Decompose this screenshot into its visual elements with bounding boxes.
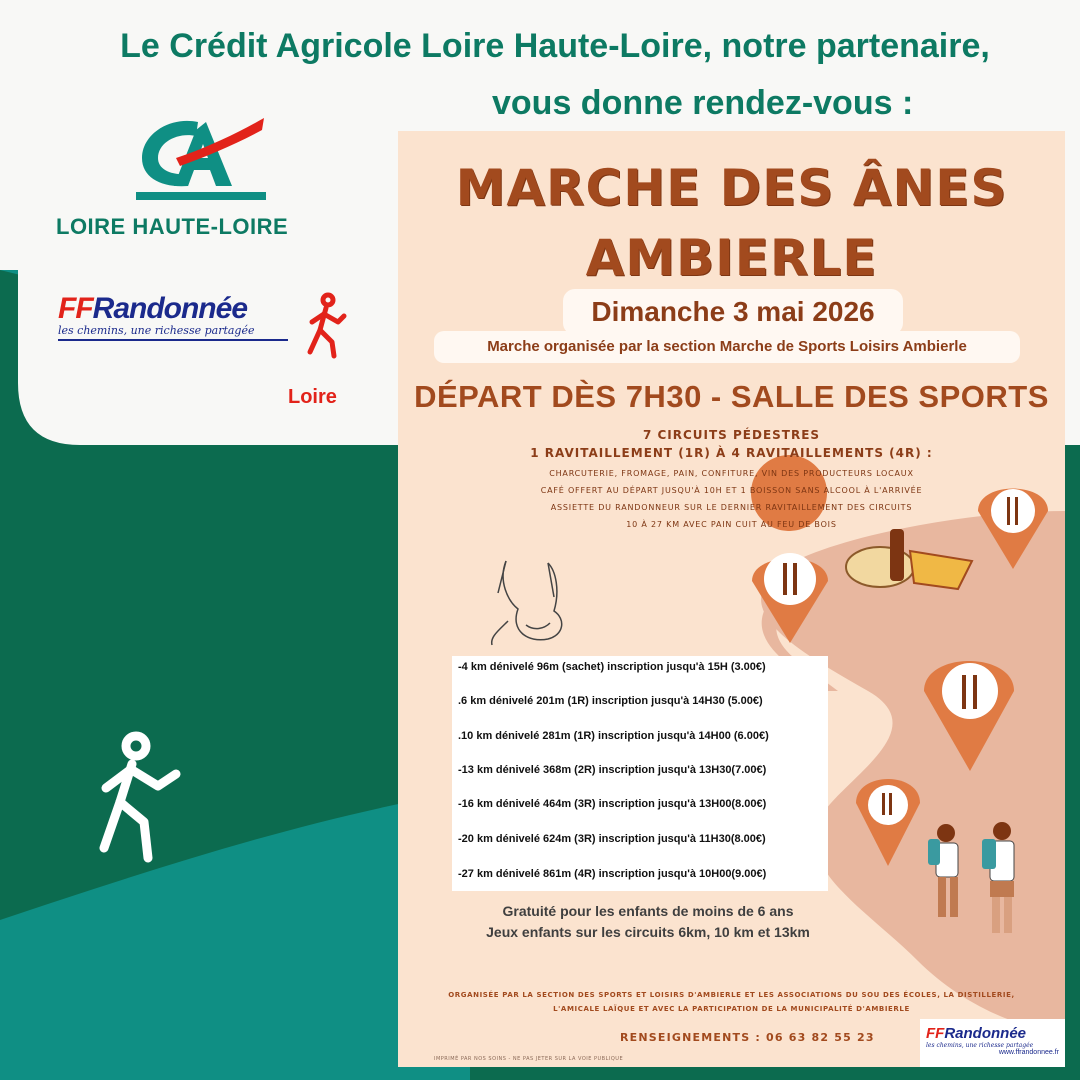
poster-departure: DÉPART DÈS 7H30 - SALLE DES SPORTS	[414, 379, 1049, 414]
poster-detail: 10 À 27 KM AVEC PAIN CUIT AU FEU DE BOIS	[626, 520, 837, 529]
poster-free-children: Gratuité pour les enfants de moins de 6 ans	[502, 903, 794, 919]
poster-organizer: Marche organisée par la section Marche de Sports Loisirs Ambierle	[434, 331, 1020, 363]
poster-ffr-logo	[920, 1019, 1065, 1067]
walker-icon	[92, 730, 192, 870]
event-poster	[398, 131, 1065, 1067]
headline-line2: vous donne rendez-vous :	[492, 84, 914, 122]
poster-contact: RENSEIGNEMENTS : 06 63 82 55 23	[620, 1031, 875, 1044]
poster-title-line2: AMBIERLE	[585, 229, 878, 287]
poster-ravitaillements: 1 RAVITAILLEMENT (1R) À 4 RAVITAILLEMENTS (4R) :	[530, 446, 933, 460]
headline-line1: Le Crédit Agricole Loire Haute-Loire, notre partenaire,	[120, 27, 990, 65]
ca-logo-text: LOIRE HAUTE-LOIRE	[56, 214, 289, 239]
list-item: -13 km dénivelé 368m (2R) inscription jusqu'à 13H30(7.00€)	[458, 764, 767, 776]
list-item: .6 km dénivelé 201m (1R) inscription jusqu'à 14H30 (5.00€)	[458, 695, 763, 707]
poster-ffr-tagline: les chemins, une richesse partagée	[926, 1042, 1034, 1049]
ca-logo	[56, 112, 346, 240]
poster-print-note: IMPRIMÉ PAR NOS SOINS - NE PAS JETER SUR LA VOIE PUBLIQUE	[434, 1056, 624, 1062]
list-item: -20 km dénivelé 624m (3R) inscription jusqu'à 11H30(8.00€)	[458, 833, 766, 845]
ffr-logo	[58, 292, 358, 408]
poster-detail: CAFÉ OFFERT AU DÉPART JUSQU'À 10H ET 1 BOISSON SANS ALCOOL À L'ARRIVÉE	[540, 486, 923, 495]
routes-list	[452, 656, 828, 891]
ffr-wordmark: FFRandonnée	[58, 292, 248, 325]
hiker-icon	[304, 292, 348, 360]
list-item: -27 km dénivelé 861m (4R) inscription jusqu'à 10H00(9.00€)	[458, 868, 767, 880]
poster-detail: ASSIETTE DU RANDONNEUR SUR LE DERNIER RAVITAILLEMENT DES CIRCUITS	[550, 503, 913, 512]
poster-detail: CHARCUTERIE, FROMAGE, PAIN, CONFITURE, VIN DES PRODUCTEURS LOCAUX	[549, 469, 914, 478]
poster-footer-line1: ORGANISÉE PAR LA SECTION DES SPORTS ET LOISIRS D'AMBIERLE ET LES ASSOCIATIONS DU SOU DES ÉCOLES, LA DISTILLERIE,	[448, 991, 1015, 999]
list-item: -4 km dénivelé 96m (sachet) inscription jusqu'à 15H (3.00€)	[458, 661, 766, 673]
ffr-region: Loire	[288, 386, 337, 408]
poster-circuits: 7 CIRCUITS PÉDESTRES	[642, 428, 821, 442]
poster-title-line1: MARCHE DES ÂNES	[455, 159, 1008, 217]
ffr-tagline: les chemins, une richesse partagée	[58, 324, 288, 341]
ca-logo-icon	[136, 112, 266, 204]
poster-date: Dimanche 3 mai 2026	[563, 289, 903, 335]
list-item: -16 km dénivelé 464m (3R) inscription jusqu'à 13H00(8.00€)	[458, 798, 767, 810]
poster-footer-line2: L'AMICALE LAÏQUE ET AVEC LA PARTICIPATION DE LA MUNICIPALITÉ D'AMBIERLE	[553, 1005, 910, 1013]
poster-ffr-url: www.ffrandonnee.fr	[998, 1049, 1059, 1056]
donkey-icon	[492, 561, 562, 645]
poster-ffr-wordmark: FFRandonnée	[926, 1025, 1027, 1042]
list-item: .10 km dénivelé 281m (1R) inscription jusqu'à 14H00 (6.00€)	[458, 730, 769, 742]
poster-kids-games: Jeux enfants sur les circuits 6km, 10 km et 13km	[486, 924, 810, 940]
